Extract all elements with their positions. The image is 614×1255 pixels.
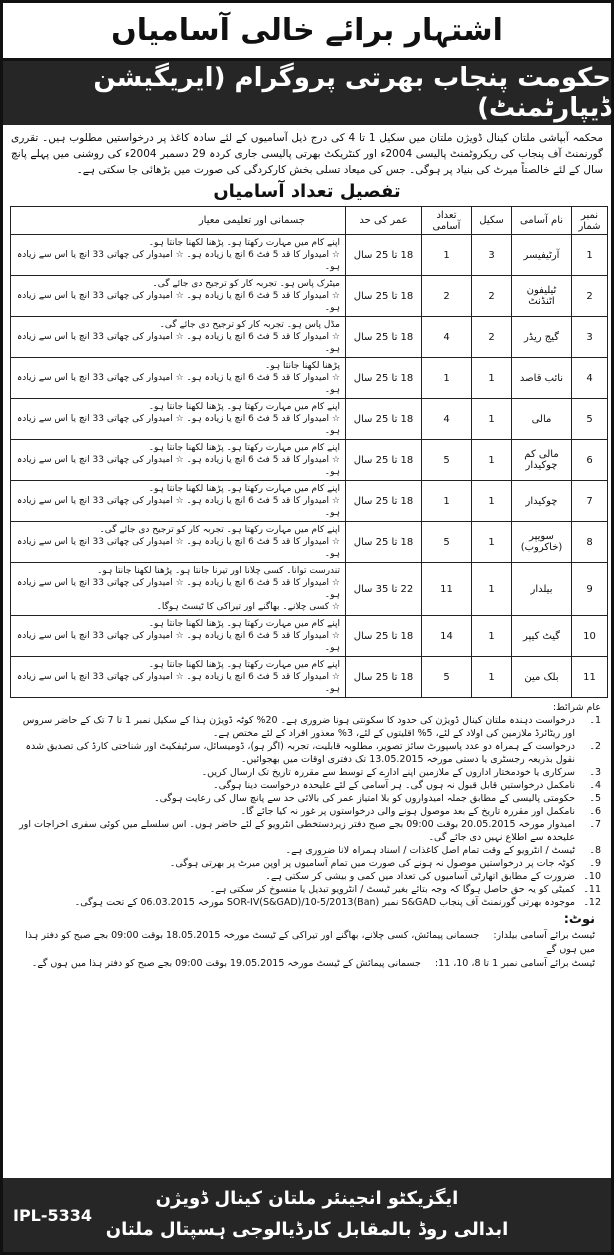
- condition-text: سرکاری یا خودمختار اداروں کے ملازمین اپنے ادارے کے توسط سے مقررہ تاریخ تک ارسال کریں۔: [201, 767, 575, 778]
- condition-number: 11۔: [583, 884, 601, 895]
- cell-name: نائب قاصد: [512, 358, 572, 399]
- footer-address: ابدالی روڈ بالمقابل کارڈیالوجی ہسپتال ملتان: [105, 1219, 509, 1240]
- requirement-line: پڑھنا لکھنا جانتا ہو۔: [264, 361, 340, 371]
- cell-scale: 1: [472, 616, 512, 657]
- cell-age: 18 تا 25 سال: [346, 657, 422, 698]
- note-label: ٹیسٹ برائے آسامی بیلدار:: [493, 930, 595, 941]
- cell-serial: 3: [572, 317, 608, 358]
- requirement-line: اپنے کام میں مہارت رکھتا ہو۔ پڑھنا لکھنا جانتا ہو۔: [148, 443, 340, 453]
- condition-item: [11, 779, 601, 792]
- cell-age: 18 تا 25 سال: [346, 440, 422, 481]
- cell-scale: 2: [472, 317, 512, 358]
- cell-serial: 1: [572, 235, 608, 276]
- table-row: [11, 399, 608, 440]
- cell-name: گیج ریڈر: [512, 317, 572, 358]
- requirement-line: ☆ امیدوار کا قد 5 فٹ 6 انچ یا زیادہ ہو۔ ☆ امیدوار کی چھاتی 33 انچ یا اس سے زیادہ ہو۔: [16, 496, 340, 518]
- requirement-line: اپنے کام میں مہارت رکھتا ہو۔ پڑھنا لکھنا جانتا ہو۔: [148, 484, 340, 494]
- requirement-line: ☆ کسی چلانے۔ بھاگنے اور تیراکی کا ٹیسٹ ہوگا۔: [156, 602, 340, 612]
- condition-number: 7۔: [589, 819, 601, 830]
- condition-text: کمیٹی کو یہ حق حاصل ہوگا کہ وجہ بتائے بغیر ٹیسٹ / انٹرویو تبدیل یا منسوخ کر سکتی ہے۔: [209, 884, 575, 895]
- condition-item: [11, 740, 601, 766]
- cell-age: 22 تا 35 سال: [346, 563, 422, 616]
- cell-requirements: [11, 235, 346, 276]
- cell-serial: 9: [572, 563, 608, 616]
- cell-scale: 1: [472, 563, 512, 616]
- requirement-line: ☆ امیدوار کا قد 5 فٹ 6 انچ یا زیادہ ہو۔ ☆ امیدوار کی چھاتی 33 انچ یا اس سے زیادہ ہو۔: [16, 291, 340, 313]
- table-row: [11, 657, 608, 698]
- cell-scale: 1: [472, 440, 512, 481]
- condition-text: نامکمل درخواستیں قابل قبول نہ ہوں گی۔ ہر آسامی کے لئے علیحدہ درخواست دینا ہوگی۔: [213, 780, 575, 791]
- header-age: عمر کی حد: [346, 207, 422, 235]
- table-row: [11, 276, 608, 317]
- requirement-line: ☆ امیدوار کا قد 5 فٹ 6 انچ یا زیادہ ہو۔ ☆ امیدوار کی چھاتی 33 انچ یا اس سے زیادہ ہو۔: [16, 672, 340, 694]
- requirement-line: ☆ امیدوار کا قد 5 فٹ 6 انچ یا زیادہ ہو۔ ☆ امیدوار کی چھاتی 33 انچ یا اس سے زیادہ ہو۔: [16, 332, 340, 354]
- conditions-heading: عام شرائط:: [552, 702, 601, 713]
- cell-age: 18 تا 25 سال: [346, 276, 422, 317]
- condition-number: 3۔: [589, 767, 601, 778]
- cell-age: 18 تا 25 سال: [346, 522, 422, 563]
- condition-text: درخواست کے ہمراہ دو عدد پاسپورٹ سائز تصویر، مطلوبہ قابلیت، تجربہ (اگر ہو)، ڈومیسائل، سرٹیفکیٹ اور شناختی کارڈ کی تصدیق شدہ نقول بذریعہ رجسٹری یا دستی مورخہ 13.05.2015 تک دفتری اوقات میں بھجوائیں۔: [25, 741, 575, 765]
- table-row: [11, 616, 608, 657]
- cell-requirements: [11, 440, 346, 481]
- table-row: [11, 235, 608, 276]
- cell-serial: 4: [572, 358, 608, 399]
- cell-scale: 1: [472, 358, 512, 399]
- cell-name: ٹیلیفون اٹنڈنٹ: [512, 276, 572, 317]
- cell-count: 5: [422, 440, 472, 481]
- cell-serial: 5: [572, 399, 608, 440]
- cell-name: مالی: [512, 399, 572, 440]
- intro-paragraph: محکمہ آبپاشی ملتان کینال ڈویژن ملتان میں سکیل 1 تا 4 کی درج ذیل آسامیوں کے لئے سادہ کاغذ پر درخواستیں مطلوب ہیں۔ تقرری گورنمنٹ آف پنجاب کی ریکروٹمنٹ پالیسی 2004ء اور کنٹریکٹ بھرتی پالیسی جاری کردہ 29 دسمبر 2004ء کی روشنی میں پہلے پانچ سال کے لئے خالصتاً میرٹ کی بنیاد پر ہوگی۔ جس کی میعاد تسلی بخش کارکردگی کی صورت میں بڑھائی جا سکتی ہے۔: [11, 132, 604, 176]
- requirement-line: ☆ امیدوار کا قد 5 فٹ 6 انچ یا زیادہ ہو۔ ☆ امیدوار کی چھاتی 33 انچ یا اس سے زیادہ ہو۔: [16, 250, 340, 272]
- header-requirements: جسمانی اور تعلیمی معیار: [11, 207, 346, 235]
- cell-count: 1: [422, 235, 472, 276]
- general-conditions: [3, 698, 611, 909]
- table-row: [11, 317, 608, 358]
- cell-age: 18 تا 25 سال: [346, 235, 422, 276]
- condition-item: [11, 792, 601, 805]
- cell-count: 1: [422, 481, 472, 522]
- ad-title: اشتہار برائے خالی آسامیاں: [3, 3, 611, 61]
- cell-age: 18 تا 25 سال: [346, 317, 422, 358]
- cell-scale: 1: [472, 481, 512, 522]
- condition-item: [11, 844, 601, 857]
- cell-requirements: [11, 522, 346, 563]
- cell-name: بیلدار: [512, 563, 572, 616]
- condition-number: 8۔: [589, 845, 601, 856]
- table-row: [11, 481, 608, 522]
- cell-count: 1: [422, 358, 472, 399]
- condition-number: 6۔: [589, 806, 601, 817]
- cell-count: 5: [422, 657, 472, 698]
- condition-text: ٹیسٹ / انٹرویو کے وقت تمام اصل کاغذات / اسناد ہمراہ لانا ضروری ہے۔: [285, 845, 575, 856]
- spacer: [3, 975, 611, 1178]
- cell-scale: 2: [472, 276, 512, 317]
- section-title: تفصیل تعداد آسامیاں: [213, 181, 401, 202]
- footer-banner: [3, 1178, 611, 1252]
- cell-name: بلک مین: [512, 657, 572, 698]
- vacancies-table: [10, 206, 608, 698]
- requirement-line: ☆ امیدوار کا قد 5 فٹ 6 انچ یا زیادہ ہو۔ ☆ امیدوار کی چھاتی 33 انچ یا اس سے زیادہ ہو۔: [16, 578, 340, 600]
- cell-name: چوکیدار: [512, 481, 572, 522]
- requirement-line: اپنے کام میں مہارت رکھتا ہو۔ پڑھنا لکھنا جانتا ہو۔: [148, 402, 340, 412]
- requirement-line: ☆ امیدوار کا قد 5 فٹ 6 انچ یا زیادہ ہو۔ ☆ امیدوار کی چھاتی 33 انچ یا اس سے زیادہ ہو۔: [16, 414, 340, 436]
- cell-count: 4: [422, 399, 472, 440]
- cell-requirements: [11, 317, 346, 358]
- cell-serial: 8: [572, 522, 608, 563]
- cell-name: گیٹ کیپر: [512, 616, 572, 657]
- condition-text: کوٹہ جات پر درخواستیں موصول نہ ہونے کی صورت میں تمام آسامیوں پر اوپن میرٹ پر بھرتی ہوگی۔: [169, 858, 575, 869]
- condition-item: [11, 870, 601, 883]
- condition-text: ضرورت کے مطابق اتھارٹی آسامیوں کی تعداد میں کمی و بیشی کر سکتی ہے۔: [265, 871, 575, 882]
- cell-requirements: [11, 657, 346, 698]
- condition-item: [11, 883, 601, 896]
- note-label: ٹیسٹ برائے آسامی نمبر 1 تا 8، 10، 11:: [434, 958, 595, 969]
- condition-text: حکومتی پالیسی کے مطابق جملہ امیدواروں کو بلا امتیاز عمر کی بالائی حد سے پانچ سال کی رعایت ہوگی۔: [154, 793, 575, 804]
- condition-number: 5۔: [589, 793, 601, 804]
- cell-name: سویپر (خاکروب): [512, 522, 572, 563]
- header-name: نام آسامی: [512, 207, 572, 235]
- note-line: [11, 957, 595, 971]
- table-row: [11, 563, 608, 616]
- cell-serial: 7: [572, 481, 608, 522]
- condition-item: [11, 896, 601, 909]
- requirement-line: میٹرک پاس ہو۔ تجربہ کار کو ترجیح دی جائے گی۔: [152, 279, 340, 289]
- cell-serial: 11: [572, 657, 608, 698]
- note-section: [3, 909, 611, 975]
- requirement-line: اپنے کام میں مہارت رکھتا ہو۔ پڑھنا لکھنا جانتا ہو۔: [148, 660, 340, 670]
- condition-number: 2۔: [589, 741, 601, 752]
- condition-item: [11, 805, 601, 818]
- condition-text: درخواست دہندہ ملتان کینال ڈویژن کی حدود کا سکونتی ہونا ضروری ہے۔ 20% کوٹہ ڈویژن ہذا کے سکیل نمبر 1 تا 7 تک کے حاضر سروس اور ریٹائرڈ ملازمین کی اولاد کے لئے، 5% اقلیتوں کے لئے، 3% معذور افراد کے لئے مختص ہے۔: [22, 715, 575, 739]
- cell-serial: 10: [572, 616, 608, 657]
- cell-count: 5: [422, 522, 472, 563]
- footer-office: ایگزیکٹو انجینئر ملتان کینال ڈویژن: [155, 1188, 459, 1209]
- cell-requirements: [11, 399, 346, 440]
- condition-number: 4۔: [589, 780, 601, 791]
- cell-requirements: [11, 616, 346, 657]
- requirement-line: اپنے کام میں مہارت رکھتا ہو۔ تجربہ کار کو ترجیح دی جائے گی۔: [99, 525, 340, 535]
- cell-scale: 3: [472, 235, 512, 276]
- header-scale: سکیل: [472, 207, 512, 235]
- cell-count: 2: [422, 276, 472, 317]
- table-row: [11, 358, 608, 399]
- note-text: جسمانی پیمائش کے ٹیسٹ مورخہ 19.05.2015 بوقت 09:00 بجے صبح کو دفتر ہذا میں ہوں گے۔: [31, 958, 421, 969]
- condition-number: 9۔: [589, 858, 601, 869]
- condition-item: [11, 714, 601, 740]
- cell-requirements: [11, 276, 346, 317]
- department-banner: حکومت پنجاب بھرتی پروگرام (ایریگیشن ڈیپارٹمنٹ): [3, 61, 611, 125]
- condition-text: نامکمل اور مقررہ تاریخ کے بعد موصول ہونے والی درخواستوں پر غور نہ کیا جائے گا۔: [240, 806, 575, 817]
- condition-item: [11, 766, 601, 779]
- requirement-line: ☆ امیدوار کا قد 5 فٹ 6 انچ یا زیادہ ہو۔ ☆ امیدوار کی چھاتی 33 انچ یا اس سے زیادہ ہو۔: [16, 537, 340, 559]
- condition-text: موجودہ بھرتی گورنمنٹ آف پنجاب S&GAD نمبر SOR-IV(S&GAD)/10-5/2013(Ban) مورخہ 06.03.2015 کے تحت ہوگی۔: [74, 897, 575, 908]
- cell-name: آرٹیفیسر: [512, 235, 572, 276]
- condition-item: [11, 857, 601, 870]
- condition-number: 12۔: [583, 897, 601, 908]
- table-row: [11, 440, 608, 481]
- cell-count: 11: [422, 563, 472, 616]
- note-line: [11, 929, 595, 957]
- cell-serial: 2: [572, 276, 608, 317]
- condition-number: 10۔: [583, 871, 601, 882]
- cell-count: 4: [422, 317, 472, 358]
- condition-text: امیدوار مورخہ 20.05.2015 بوقت 09:00 بجے صبح دفتر زیردستخطی انٹرویو کے لئے حاضر ہوں۔ اس سلسلے میں کوئی سفری اخراجات اور علیحدہ سے اطلاع نہیں دی جائے گی۔: [19, 819, 575, 843]
- cell-age: 18 تا 25 سال: [346, 616, 422, 657]
- requirement-line: ☆ امیدوار کا قد 5 فٹ 6 انچ یا زیادہ ہو۔ ☆ امیدوار کی چھاتی 33 انچ یا اس سے زیادہ ہو۔: [16, 373, 340, 395]
- requirement-line: تندرست توانا۔ کسی چلانا اور تیرنا جانتا ہو۔ پڑھنا لکھنا جانتا ہو۔: [97, 566, 340, 576]
- cell-requirements: [11, 563, 346, 616]
- cell-scale: 1: [472, 399, 512, 440]
- table-row: [11, 522, 608, 563]
- cell-scale: 1: [472, 522, 512, 563]
- table-header-row: [11, 207, 608, 235]
- requirement-line: ☆ امیدوار کا قد 5 فٹ 6 انچ یا زیادہ ہو۔ ☆ امیدوار کی چھاتی 33 انچ یا اس سے زیادہ ہو۔: [16, 631, 340, 653]
- cell-age: 18 تا 25 سال: [346, 399, 422, 440]
- cell-age: 18 تا 25 سال: [346, 481, 422, 522]
- cell-requirements: [11, 481, 346, 522]
- cell-requirements: [11, 358, 346, 399]
- condition-number: 1۔: [589, 715, 601, 726]
- requirement-line: اپنے کام میں مہارت رکھتا ہو۔ پڑھنا لکھنا جانتا ہو۔: [148, 619, 340, 629]
- cell-serial: 6: [572, 440, 608, 481]
- requirement-line: مڈل پاس ہو۔ تجربہ کار کو ترجیح دی جائے گی۔: [159, 320, 340, 330]
- header-count: تعداد آسامی: [422, 207, 472, 235]
- cell-age: 18 تا 25 سال: [346, 358, 422, 399]
- cell-name: مالی کم چوکیدار: [512, 440, 572, 481]
- cell-scale: 1: [472, 657, 512, 698]
- ad-code: IPL-5334: [13, 1206, 93, 1225]
- cell-count: 14: [422, 616, 472, 657]
- header-serial: نمبر شمار: [572, 207, 608, 235]
- note-heading: نوٹ:: [563, 912, 595, 927]
- requirement-line: اپنے کام میں مہارت رکھتا ہو۔ پڑھنا لکھنا جانتا ہو۔: [148, 238, 340, 248]
- condition-item: [11, 818, 601, 844]
- requirement-line: ☆ امیدوار کا قد 5 فٹ 6 انچ یا زیادہ ہو۔ ☆ امیدوار کی چھاتی 33 انچ یا اس سے زیادہ ہو۔: [16, 455, 340, 477]
- note-text: جسمانی پیمائش، کسی چلانے، بھاگنے اور تیراکی کے ٹیسٹ مورخہ 18.05.2015 بوقت 09:00 بجے صبح کو دفتر ہذا میں ہوں گے: [25, 930, 595, 955]
